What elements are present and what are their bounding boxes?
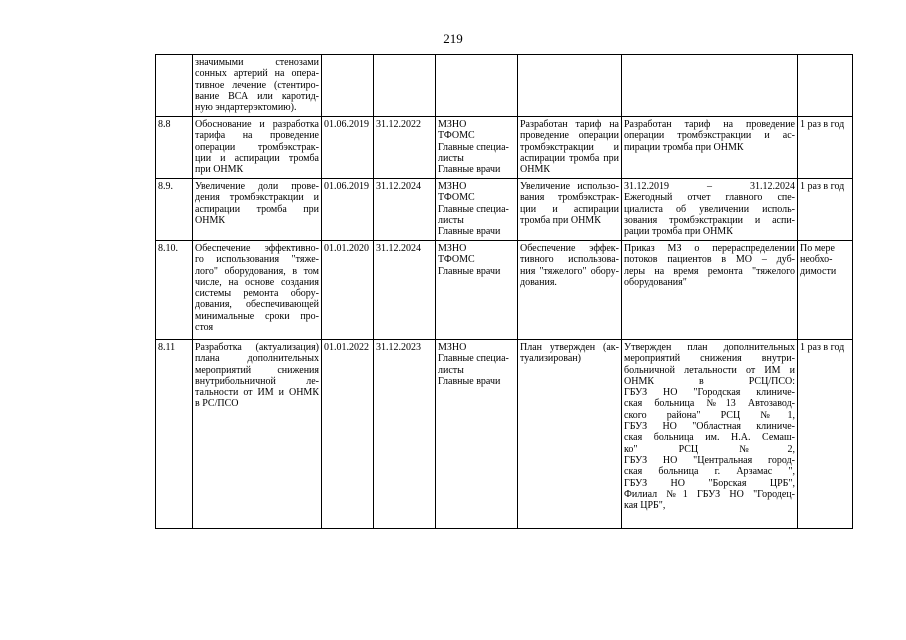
indicator [622,57,797,116]
cell-line: дения тромбэкстракции и [195,192,319,204]
cell-line: ская больница г. Арзамас ", [624,466,795,478]
responsible [436,181,517,240]
cell-line: рации тромба при ОНМК [624,226,733,238]
cell-line: необхо- [800,254,833,266]
frequency [798,243,853,339]
measure-title [193,342,321,529]
cell-line: 8.8 [158,119,171,130]
cell-line: Увеличение доли прове- [195,181,319,192]
cell-line: го использования "тяже- [195,254,319,266]
cell-line: значимыми стенозами [195,57,319,68]
cell-line: ГБУЗ НО "Борская ЦРБ", [624,477,795,489]
end-date [374,181,435,240]
cell-line: Главные специа- [438,141,509,153]
cell-line: МЗНО [438,243,467,254]
cell-line: Главные специа- [438,203,509,215]
cell-line: 1 раз в год [800,342,845,353]
cell-line: МЗНО [438,119,467,130]
frequency [798,342,853,529]
cell-line: аспирации тромба при [520,152,619,164]
cell-line: 31.12.2023 [376,342,421,353]
cell-line: тивное лечение (стентиро- [195,79,319,91]
frequency [798,57,853,116]
cell-line: 01.01.2020 [324,243,369,254]
measure-title [193,181,321,240]
cell-line: 31.12.2022 [376,119,421,130]
cell-line: тромбэкстракции и [520,141,619,153]
cell-line: Обоснование и разработка [195,119,319,130]
start-date [322,181,373,240]
cell-line: лого" оборудования, в том [195,265,319,277]
cell-line: Приказ МЗ о перераспределении [624,243,795,254]
cell-line: плана дополнительных [195,353,319,365]
cell-line: числе, на основе создания [195,276,319,288]
cell-line: Разработан тариф на [520,119,619,130]
cell-line: оборудования" [624,276,687,288]
cell-line: Обеспечение эффек- [520,243,619,254]
cell-line: МЗНО [438,342,467,353]
cell-line: димости [800,265,837,277]
cell-line: стоя [195,322,214,334]
cell-line: Разработка (актуализация) [195,342,319,353]
cell-line: пирации тромба при ОНМК [624,141,744,153]
indicator [622,181,797,240]
row-divider [156,339,852,340]
cell-line: 1 раз в год [800,119,845,130]
cell-line: ского района" РСЦ №1, [624,409,795,421]
row-number [156,243,192,339]
cell-line: вания тромбэкстрак- [520,192,619,204]
cell-line: ОНМК [195,214,226,226]
cell-line: Филиал №1 ГБУЗ НО "Городец- [624,488,795,500]
cell-line: листы [438,152,464,164]
cell-line: 31.12.2019 – 31.12.2024 [624,181,795,192]
cell-line: потоков пациентов в МО – дуб- [624,254,795,266]
start-date [322,243,373,339]
responsible [436,57,517,116]
cell-line: кая ЦРБ", [624,500,666,512]
cell-line: Главные врачи [438,226,501,238]
cell-line: ГБУЗ НО "Центральная город- [624,454,795,466]
frequency [798,119,853,178]
cell-line: минимальные сроки про- [195,310,319,322]
cell-line: леры на время ремонта "тяжелого [624,265,795,277]
cell-line: 8.11 [158,342,176,353]
cell-line: ОНМК в РСЦ/ПСО: [624,375,795,387]
cell-line: 01.06.2019 [324,181,369,192]
cell-line: ОНМК [520,164,551,176]
end-date [374,342,435,529]
page-number: 219 [443,31,463,46]
indicator [622,342,797,529]
measure-title [193,57,321,116]
cell-line: туализирован) [520,353,581,365]
expected-result [518,342,621,529]
frequency [798,181,853,240]
cell-line: По мере [800,243,835,254]
cell-line: мероприятий снижения [195,364,319,376]
row-number [156,57,192,116]
cell-line: дования. [520,276,557,288]
cell-line: в РС/ПСО [195,398,239,410]
cell-line: ТФОМС [438,254,475,266]
expected-result [518,119,621,178]
cell-line: ская больница №13 Автозавод- [624,398,795,410]
row-number [156,119,192,178]
cell-line: ская больница им. Н.А. Семаш- [624,432,795,444]
cell-line: Утвержден план дополнительных [624,342,795,353]
cell-line: внутрибольничной ле- [195,375,319,387]
indicator [622,119,797,178]
cell-line: 8.9. [158,181,173,192]
cell-line: ТФОМС [438,130,475,142]
end-date [374,57,435,116]
cell-line: План утвержден (ак- [520,342,619,353]
expected-result [518,181,621,240]
cell-line: ции и аспирации [520,203,619,215]
indicator [622,243,797,339]
cell-line: Главные врачи [438,375,501,387]
expected-result [518,243,621,339]
cell-line: Главные специа- [438,353,509,365]
measure-title [193,243,321,339]
cell-line: тарифа на проведение [195,130,319,142]
cell-line: ния "тяжелого" обору- [520,265,619,277]
cell-line: листы [438,364,464,376]
cell-line: ции и аспирации тромба [195,152,319,164]
row-divider [156,178,852,179]
cell-line: системы ремонта обору- [195,288,319,300]
cell-line: циалиста об увеличении исполь- [624,203,795,215]
cell-line: Увеличение использо- [520,181,619,192]
cell-line: Главные врачи [438,265,501,277]
cell-line: листы [438,214,464,226]
cell-line: аспирации тромба при [195,203,319,215]
plan-table [155,54,853,529]
cell-line: больничной летальности от ИМ и [624,364,795,376]
cell-line: ГБУЗ НО "Областная клиниче- [624,421,795,433]
expected-result [518,57,621,116]
start-date [322,119,373,178]
cell-line: при ОНМК [195,164,244,176]
row-divider [156,240,852,241]
cell-line: тивного использова- [520,254,619,266]
responsible [436,243,517,339]
cell-line: тромба при ОНМК [520,214,601,226]
cell-line: дования, обеспечивающей [195,299,319,311]
cell-line: проведение операции [520,130,619,142]
cell-line: вание ВСА или каротид- [195,90,319,102]
cell-line: операции тромбэкстракции и ас- [624,130,795,142]
responsible [436,119,517,178]
cell-line: 01.06.2019 [324,119,369,130]
cell-line: 31.12.2024 [376,181,421,192]
cell-line: Разработан тариф на проведение [624,119,795,130]
cell-line: мероприятий снижения внутри- [624,353,795,365]
cell-line: 8.10. [158,243,178,254]
cell-line: ТФОМС [438,192,475,204]
cell-line: ко" РСЦ №2, [624,443,795,455]
start-date [322,57,373,116]
cell-line: Обеспечение эффективно- [195,243,319,254]
end-date [374,243,435,339]
cell-line: 31.12.2024 [376,243,421,254]
cell-line: ГБУЗ НО "Городская клиниче- [624,387,795,399]
cell-line: сонных артерий на опера- [195,68,319,80]
measure-title [193,119,321,178]
start-date [322,342,373,529]
cell-line: Главные врачи [438,164,501,176]
cell-line: 1 раз в год [800,181,845,192]
row-number [156,181,192,240]
cell-line: зования тромбэкстракции и аспи- [624,214,795,226]
cell-line: 01.01.2022 [324,342,369,353]
row-number [156,342,192,529]
cell-line: ную эндартерэктомию). [195,102,297,114]
row-divider [156,116,852,117]
end-date [374,119,435,178]
cell-line: тальности от ИМ и ОНМК [195,387,319,399]
responsible [436,342,517,529]
cell-line: операции тромбэкстрак- [195,141,319,153]
cell-line: Ежегодный отчет главного спе- [624,192,795,204]
cell-line: МЗНО [438,181,467,192]
